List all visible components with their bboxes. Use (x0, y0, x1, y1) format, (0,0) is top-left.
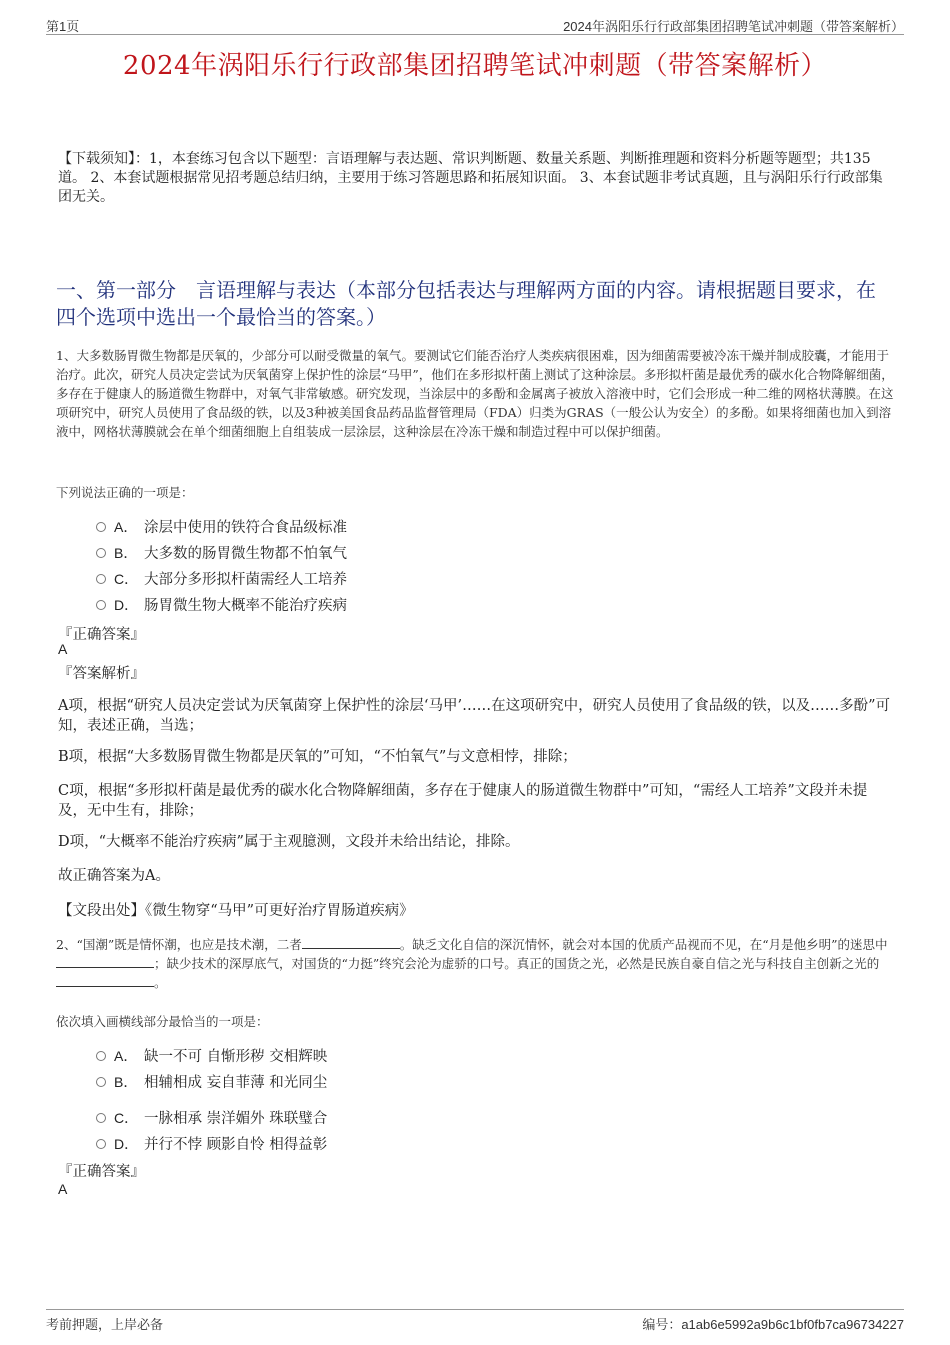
question-2-option-c[interactable]: C． 一脉相承 崇洋媚外 珠联璧合 (96, 1107, 327, 1129)
analysis-option-b: B项，根据“大多数肠胃微生物都是厌氧的”可知，“不怕氧气”与文意相悖，排除； (58, 749, 577, 765)
question-1-prompt: 下列说法正确的一项是： (56, 485, 194, 500)
question-1-option-d[interactable]: D． 肠胃微生物大概率不能治疗疾病 (96, 594, 347, 616)
footer-slogan: 考前押题，上岸必备 (46, 1317, 164, 1332)
radio-icon[interactable] (96, 1051, 106, 1061)
footer-document-id: 编号：a1ab6e5992a9b6c1bf0fb7ca96734227 (642, 1317, 904, 1332)
analysis-option-c: C项，根据“多形拟杆菌是最优秀的碳水化合物降解细菌，多存在于健康人的肠道微生物群中”可知，“需经人工培养”文段并未提及，无中生有，排除； (58, 783, 868, 819)
radio-icon[interactable] (96, 1077, 106, 1087)
question-1-answer-label: 『正确答案』 (58, 627, 145, 643)
question-2-option-b[interactable]: B． 相辅相成 妄自菲薄 和光同尘 (96, 1071, 327, 1093)
question-1-answer: A (58, 641, 68, 657)
download-notice: 【下载须知】：1，本套练习包含以下题型：言语理解与表达题、常识判断题、数量关系题、判断推理题和资料分析题等题型；共135道。 2、本套试题根据常见招考题总结归纳，主要用于练习答题思路和拓展知识面。 3、本套试题非考试真题，且与涡阳乐行行政部集团无关。 (58, 151, 883, 205)
document-title: 2024年涡阳乐行行政部集团招聘笔试冲刺题（带答案解析） (122, 51, 828, 81)
page-footer (46, 1309, 904, 1332)
analysis-option-a: A项，根据“研究人员决定尝试为厌氧菌穿上保护性的涂层‘马甲’……在这项研究中，研究人员使用了食品级的铁，以及……多酚”可知，表述正确，当选； (58, 698, 891, 734)
fill-blank-1 (302, 936, 400, 949)
fill-blank-2 (56, 955, 154, 968)
question-1-analysis-label: 『答案解析』 (58, 666, 145, 682)
question-2-option-d[interactable]: D． 并行不悖 顾影自怜 相得益彰 (96, 1133, 327, 1155)
section-heading: 一、第一部分 言语理解与表达（本部分包括表达与理解两方面的内容。请根据题目要求，在四个选项中选出一个最恰当的答案。） (56, 278, 876, 329)
question-1-source: 【文段出处】《微生物穿“马甲”可更好治疗胃肠道疾病》 (58, 903, 414, 919)
radio-icon[interactable] (96, 1139, 106, 1149)
question-2-answer-label: 『正确答案』 (58, 1164, 145, 1180)
radio-icon[interactable] (96, 600, 106, 610)
header-doc-title: 2024年涡阳乐行行政部集团招聘笔试冲刺题（带答案解析） (563, 19, 904, 34)
question-2-answer: A (58, 1181, 68, 1197)
question-2-passage: 2、“国潮”既是情怀潮，也应是技术潮，二者 。缺乏文化自信的深沉情怀，就会对本国的优质产品视而不见，在“月是他乡明”的迷思中；缺少技术的深厚底气，对国货的“力挺”终究会沦为虚骄的口号。真正的国货之光，必然是民族自豪自信之光与科技自主创新之光的。 (56, 937, 888, 990)
page-number: 第1页 (46, 19, 80, 34)
radio-icon[interactable] (96, 522, 106, 532)
page-header (46, 14, 904, 35)
question-1-option-c[interactable]: C． 大部分多形拟杆菌需经人工培养 (96, 568, 347, 590)
analysis-option-d: D项，“大概率不能治疗疾病”属于主观臆测，文段并未给出结论，排除。 (58, 834, 520, 850)
analysis-conclusion: 故正确答案为A。 (58, 868, 170, 884)
radio-icon[interactable] (96, 548, 106, 558)
question-1-passage: 1、大多数肠胃微生物都是厌氧的，少部分可以耐受微量的氧气。要测试它们能否治疗人类疾病很困难，因为细菌需要被冷冻干燥并制成胶囊，才能用于治疗。此次，研究人员决定尝试为厌氧菌穿上保护性的涂层“马甲”，他们在多形拟杆菌上测试了这种涂层。多形拟杆菌是最优秀的碳水化合物降解细菌，多存在于健康人的肠道微生物群中，对氧气非常敏感。研究发现，当涂层中的多酚和金属离子被放入溶液中时，它们会形成一种二维的网格状薄膜。在这项研究中，研究人员使用了食品级的铁，以及3种被美国食品药品监督管理局（FDA）归类为GRAS（一般公认为安全）的多酚。如果将细菌也加入到溶液中，网格状薄膜就会在单个细菌细胞上自组装成一层涂层，这种涂层在冷冻干燥和制造过程中可以保护细菌。 (56, 348, 894, 439)
fill-blank-3 (56, 974, 154, 987)
question-1-option-b[interactable]: B． 大多数的肠胃微生物都不怕氧气 (96, 542, 347, 564)
radio-icon[interactable] (96, 574, 106, 584)
question-2-option-a[interactable]: A． 缺一不可 自惭形秽 交相辉映 (96, 1045, 327, 1067)
question-2-prompt: 依次填入画横线部分最恰当的一项是： (56, 1014, 269, 1029)
radio-icon[interactable] (96, 1113, 106, 1123)
question-1-option-a[interactable]: A． 涂层中使用的铁符合食品级标准 (96, 516, 347, 538)
